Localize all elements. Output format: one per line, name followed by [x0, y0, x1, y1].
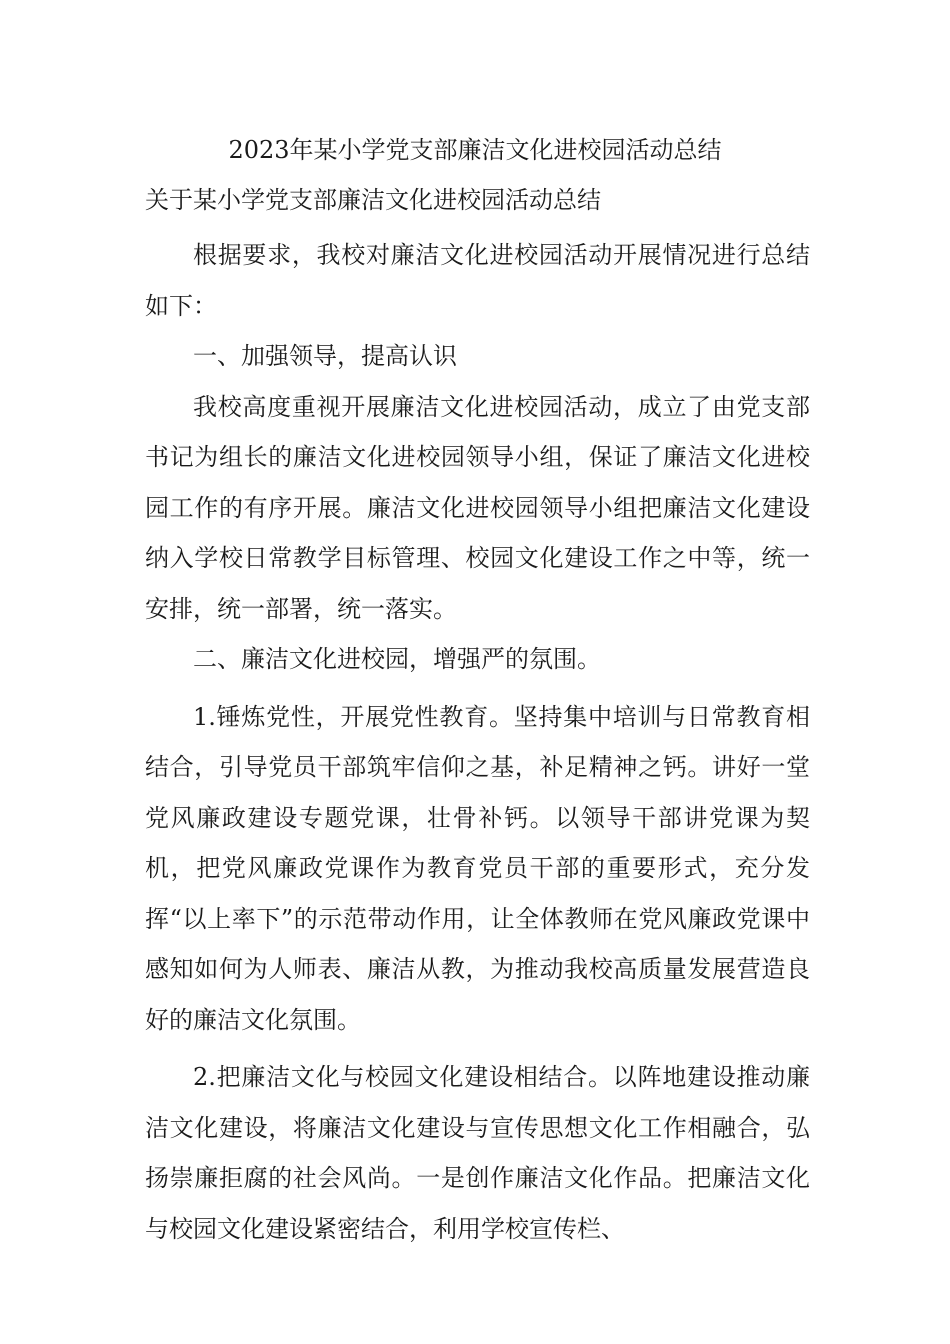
document-body — [145, 230, 810, 1254]
intro-paragraph: 根据要求，我校对廉洁文化进校园活动开展情况进行总结如下： — [145, 241, 810, 320]
section-heading-1: 一、加强领导，提高认识 — [193, 342, 457, 370]
numbered-item-1: 1.锤炼党性，开展党性教育。坚持集中培训与日常教育相结合，引导党员干部筑牢信仰之基，补足精神之钙。讲好一堂党风廉政建设专题党课，壮骨补钙。以领导干部讲党课为契机，把党风廉政党课作为教育党员干部的重要形式，充分发挥“以上率下”的示范带动作用，让全体教师在党风廉政党课中感知如何为人师表、廉洁从教，为推动我校高质量发展营造良好的廉洁文化氛围。 — [145, 702, 810, 1034]
section-1-paragraph: 我校高度重视开展廉洁文化进校园活动，成立了由党支部书记为组长的廉洁文化进校园领导小组，保证了廉洁文化进校园工作的有序开展。廉洁文化进校园领导小组把廉洁文化建设纳入学校日常教学目标管理、校园文化建设工作之中等，统一安排，统一部署，统一落实。 — [145, 392, 810, 623]
section-heading-2: 二、廉洁文化进校园，增强严的氛围。 — [193, 645, 601, 673]
document-title: 2023年某小学党支部廉洁文化进校园活动总结 — [228, 136, 722, 164]
document-subtitle: 关于某小学党支部廉洁文化进校园活动总结 — [145, 186, 601, 214]
numbered-item-2: 2.把廉洁文化与校园文化建设相结合。以阵地建设推动廉洁文化建设，将廉洁文化建设与宣传思想文化工作相融合，弘扬崇廉拒腐的社会风尚。一是创作廉洁文化作品。把廉洁文化与校园文化建设紧密结合，利用学校宣传栏、 — [145, 1063, 810, 1243]
